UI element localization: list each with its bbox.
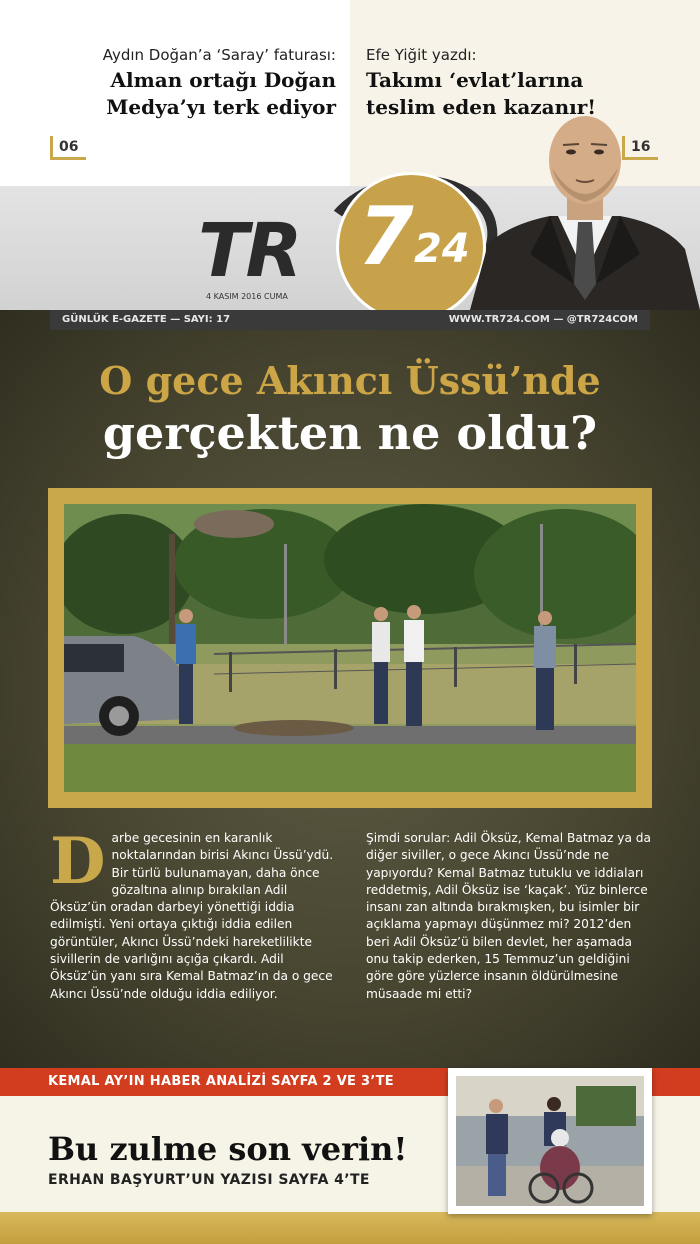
article-text: Şimdi sorular: Adil Öksüz, Kemal Batmaz ya da diğer siviller, o gece Akıncı Üssü’nde ne yapıyordu? Kemal Batmaz tutuklu ve iddiaları reddetmiş, Adil Öksüz ise ‘kaçak’. Yüz binlerce insanı zan altında bırakmışken, bu isimler bir açıklama yapmayı düşünmez mi? 2012’den beri Adil Öksüz’ü bilen devlet, her aşamada onu takip ederken, 15 Temmuz’un geldiğini göre göre yüzlerce insanın öldürülmesine müsaade mi etti?: [366, 831, 652, 1001]
analysis-banner-text: KEMAL AY’IN HABER ANALİZİ SAYFA 2 VE 3’TE: [48, 1074, 394, 1089]
headline-line-1: O gece Akıncı Üssü’nde: [99, 358, 601, 403]
logo-tr-text: TR: [198, 208, 300, 294]
issue-date: 4 KASIM 2016 CUMA: [206, 292, 288, 301]
main-photo-frame: [48, 488, 652, 808]
info-bar: [50, 310, 650, 330]
main-feature: [0, 310, 700, 1070]
teaser-kicker: Aydın Doğan’a ‘Saray’ faturası:: [102, 46, 336, 64]
logo-twentyfour: 24: [414, 226, 470, 272]
teaser-page-number: 06: [50, 136, 86, 160]
issue-info: GÜNLÜK E-GAZETE — SAYI: 17: [62, 314, 231, 325]
bottom-subheadline: ERHAN BAŞYURT’UN YAZISI SAYFA 4’TE: [48, 1172, 370, 1188]
teaser-page-number: 16: [622, 136, 658, 160]
article-column-left: [50, 824, 335, 1003]
main-photo: [64, 504, 636, 792]
article-column-right: [366, 830, 651, 1003]
bottom-headline[interactable]: Bu zulme son verin!: [48, 1130, 408, 1168]
polaroid-photo: [448, 1068, 652, 1214]
website-link[interactable]: WWW.TR724.COM — @TR724COM: [448, 314, 638, 325]
portrait-illustration: [470, 124, 700, 310]
gold-footer-strip: [0, 1212, 700, 1244]
teaser-doğan-medya[interactable]: [0, 0, 350, 186]
logo-seven: 7: [358, 190, 414, 283]
drop-cap: D: [50, 824, 106, 899]
teaser-headline[interactable]: Alman ortağı Doğan Medya’yı terk ediyor: [106, 68, 336, 119]
detention-photo: [456, 1076, 644, 1206]
teaser-headline[interactable]: Takımı ‘evlat’larına teslim eden kazanır!: [366, 68, 597, 119]
teaser-kicker: Efe Yiğit yazdı:: [366, 46, 477, 64]
article-text: arbe gecesinin en karanlık noktalarından birisi Akıncı Üssü’ydü. Bir türlü bulunamayan, daha önce gözaltına alınıp bırakılan Adil Öksüz’ün oradan darbeyi yönettiği iddia edilmişti. Yeni ortaya çıktığı iddia edilen görüntüler, Akıncı Üssü’ndeki hareketlilikte sivillerin de varlığını açığa çıkardı. Adil Öksüz’ün yanı sıra Kemal Batmaz’ın da o gece Akıncı Üssü’nde olduğu iddia ediliyor.: [50, 831, 334, 1001]
headline-line-2: gerçekten ne oldu?: [102, 406, 598, 460]
